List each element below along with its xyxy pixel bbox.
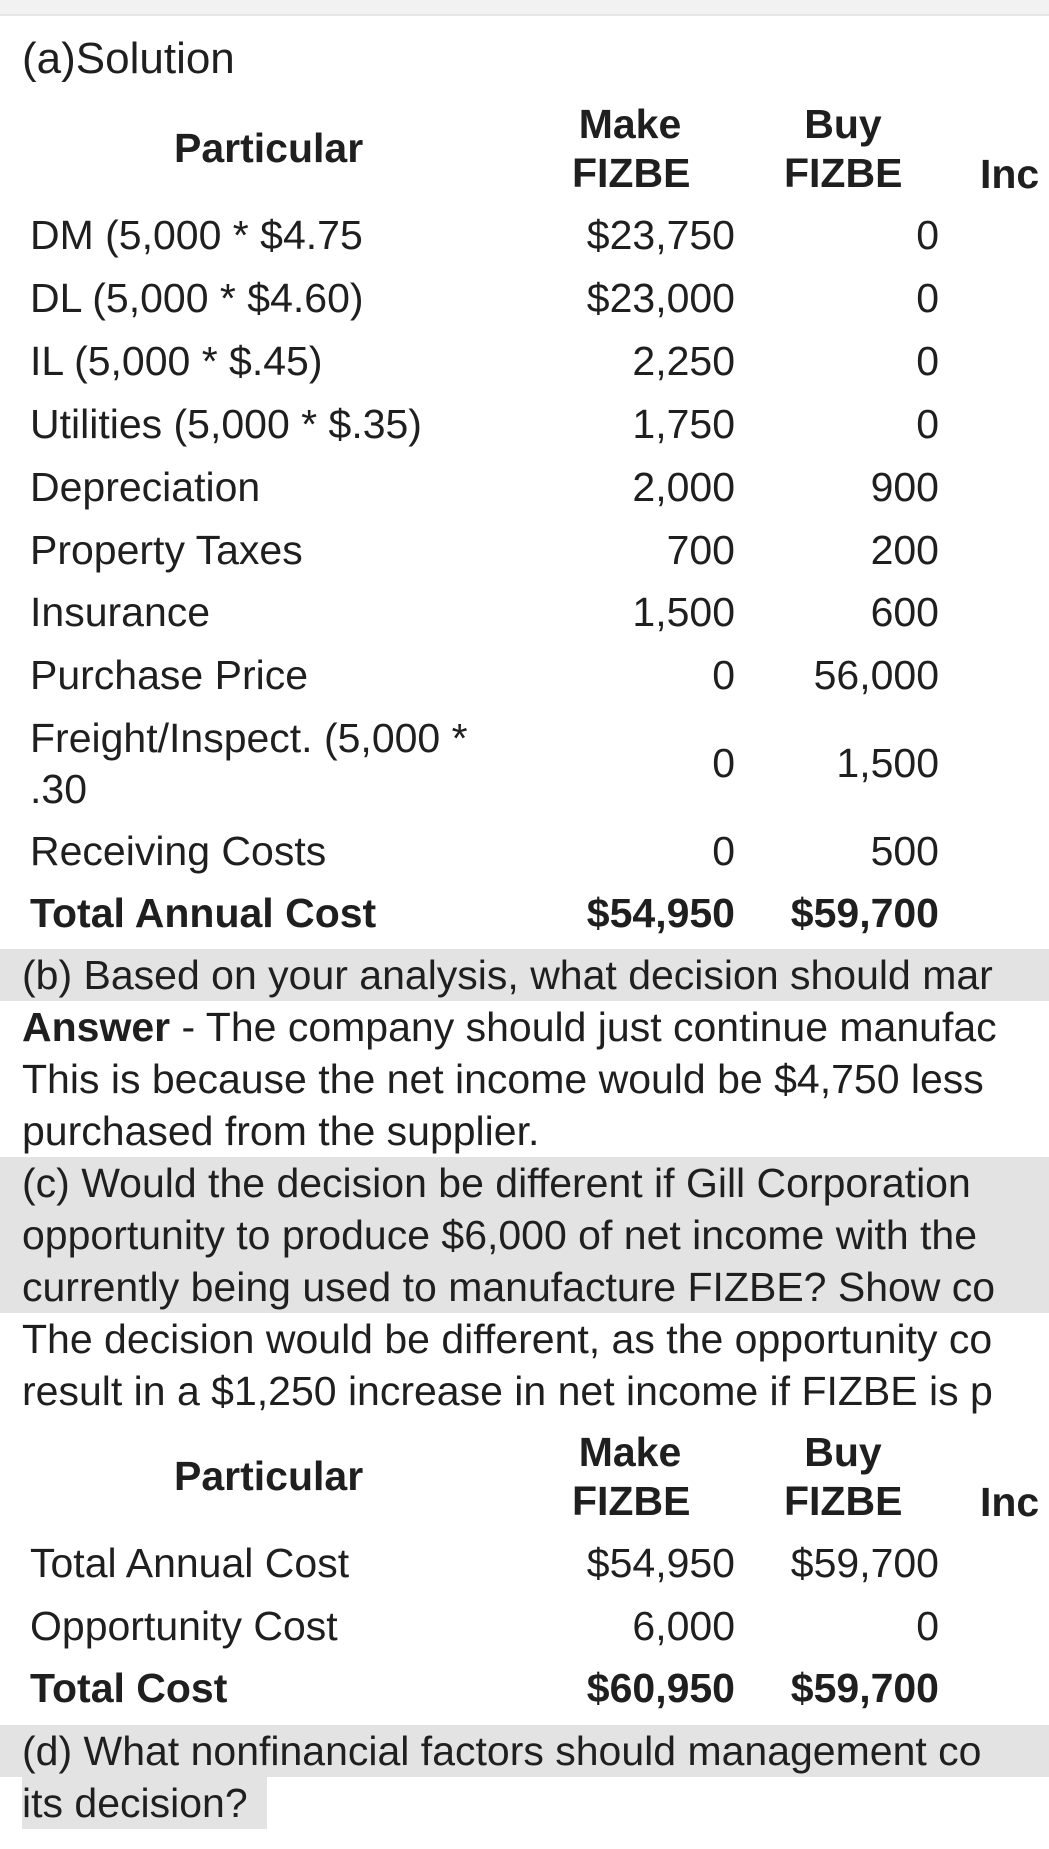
- answer-c-line2: result in a $1,250 increase in net income if FIZBE is p: [22, 1368, 993, 1414]
- row2-buy-total-annual: $59,700: [790, 1540, 939, 1586]
- row-buy-insurance: 600: [870, 589, 939, 635]
- header-particular: Particular: [174, 125, 364, 171]
- row-make-dm: $23,750: [586, 212, 735, 258]
- header2-buy-line2: FIZBE: [784, 1478, 903, 1525]
- header2-increment: Inc: [980, 1479, 1040, 1525]
- header2-particular: Particular: [174, 1453, 364, 1499]
- header2-buy: [784, 1428, 902, 1526]
- row-buy-dm: 0: [916, 212, 939, 258]
- row2-label-total-cost: Total Cost: [30, 1665, 228, 1711]
- row-label-total-annual: Total Annual Cost: [30, 890, 377, 936]
- row2-buy-opportunity: 0: [916, 1603, 939, 1649]
- header-buy-line1: Buy: [804, 101, 882, 147]
- row-buy-receiving: 500: [870, 828, 939, 874]
- row-make-il: 2,250: [632, 338, 735, 384]
- row-label-depreciation: Depreciation: [30, 464, 261, 510]
- row-buy-depreciation: 900: [870, 464, 939, 510]
- row-label-property-taxes: Property Taxes: [30, 527, 303, 573]
- question-c-line3: currently being used to manufacture FIZBE? Show co: [22, 1264, 996, 1310]
- row-make-receiving: 0: [712, 828, 735, 874]
- row-buy-freight: 1,500: [836, 740, 939, 786]
- header-make-line2: FIZBE: [572, 150, 691, 197]
- row2-buy-total-cost: $59,700: [790, 1665, 939, 1711]
- answer-label: Answer: [22, 1004, 171, 1050]
- question-c-line2: opportunity to produce $6,000 of net income with the: [22, 1212, 978, 1258]
- top-bar: [0, 0, 1049, 16]
- header-increment: Inc: [980, 151, 1040, 197]
- question-b: (b) Based on your analysis, what decision should mar: [22, 952, 993, 998]
- row-make-depreciation: 2,000: [632, 464, 735, 510]
- question-d-line2: its decision?: [22, 1780, 248, 1826]
- row-make-dl: $23,000: [586, 275, 735, 321]
- row-label-freight-line1: Freight/Inspect. (5,000 *: [30, 715, 468, 761]
- row-label-freight: [30, 713, 468, 815]
- row-buy-il: 0: [916, 338, 939, 384]
- row-make-utilities: 1,750: [632, 401, 735, 447]
- row2-make-total-cost: $60,950: [586, 1665, 735, 1711]
- row-make-property-taxes: 700: [666, 527, 735, 573]
- header2-make-line2: FIZBE: [572, 1478, 691, 1525]
- header-buy-line2: FIZBE: [784, 150, 903, 197]
- answer-b-line3: purchased from the supplier.: [22, 1108, 540, 1154]
- row2-label-total-annual: Total Annual Cost: [30, 1540, 350, 1586]
- header2-make: [572, 1428, 691, 1526]
- row-make-freight: 0: [712, 740, 735, 786]
- row-label-purchase-price: Purchase Price: [30, 652, 309, 698]
- row2-label-opportunity: Opportunity Cost: [30, 1603, 338, 1649]
- row-buy-property-taxes: 200: [870, 527, 939, 573]
- answer-b-line2: This is because the net income would be $4,750 less: [22, 1056, 984, 1102]
- header2-buy-line1: Buy: [804, 1429, 882, 1475]
- header-buy: [784, 100, 902, 198]
- row-label-dm: DM (5,000 * $4.75: [30, 212, 363, 258]
- row-label-il: IL (5,000 * $.45): [30, 338, 323, 384]
- answer-b-text: - The company should just continue manufac: [170, 1004, 997, 1050]
- row-make-total-annual: $54,950: [586, 890, 735, 936]
- header2-make-line1: Make: [578, 1429, 682, 1475]
- question-d-line1: (d) What nonfinancial factors should management co: [22, 1728, 982, 1774]
- row-buy-purchase-price: 56,000: [813, 652, 939, 698]
- row-buy-total-annual: $59,700: [790, 890, 939, 936]
- row-label-dl: DL (5,000 * $4.60): [30, 275, 364, 321]
- row-label-freight-line2: .30: [30, 766, 87, 812]
- header-make: [572, 100, 691, 198]
- answer-c-line1: The decision would be different, as the opportunity co: [22, 1316, 993, 1362]
- row-label-utilities: Utilities (5,000 * $.35): [30, 401, 422, 447]
- row-label-receiving: Receiving Costs: [30, 828, 327, 874]
- row-make-insurance: 1,500: [632, 589, 735, 635]
- row-label-insurance: Insurance: [30, 589, 211, 635]
- row2-make-total-annual: $54,950: [586, 1540, 735, 1586]
- row2-make-opportunity: 6,000: [632, 1603, 735, 1649]
- solution-label: (a)Solution: [22, 34, 235, 83]
- row-buy-utilities: 0: [916, 401, 939, 447]
- question-c-line1: (c) Would the decision be different if Gill Corporation: [22, 1160, 971, 1206]
- header-make-line1: Make: [578, 101, 682, 147]
- row-make-purchase-price: 0: [712, 652, 735, 698]
- row-buy-dl: 0: [916, 275, 939, 321]
- answer-b-line1: [22, 1001, 1049, 1053]
